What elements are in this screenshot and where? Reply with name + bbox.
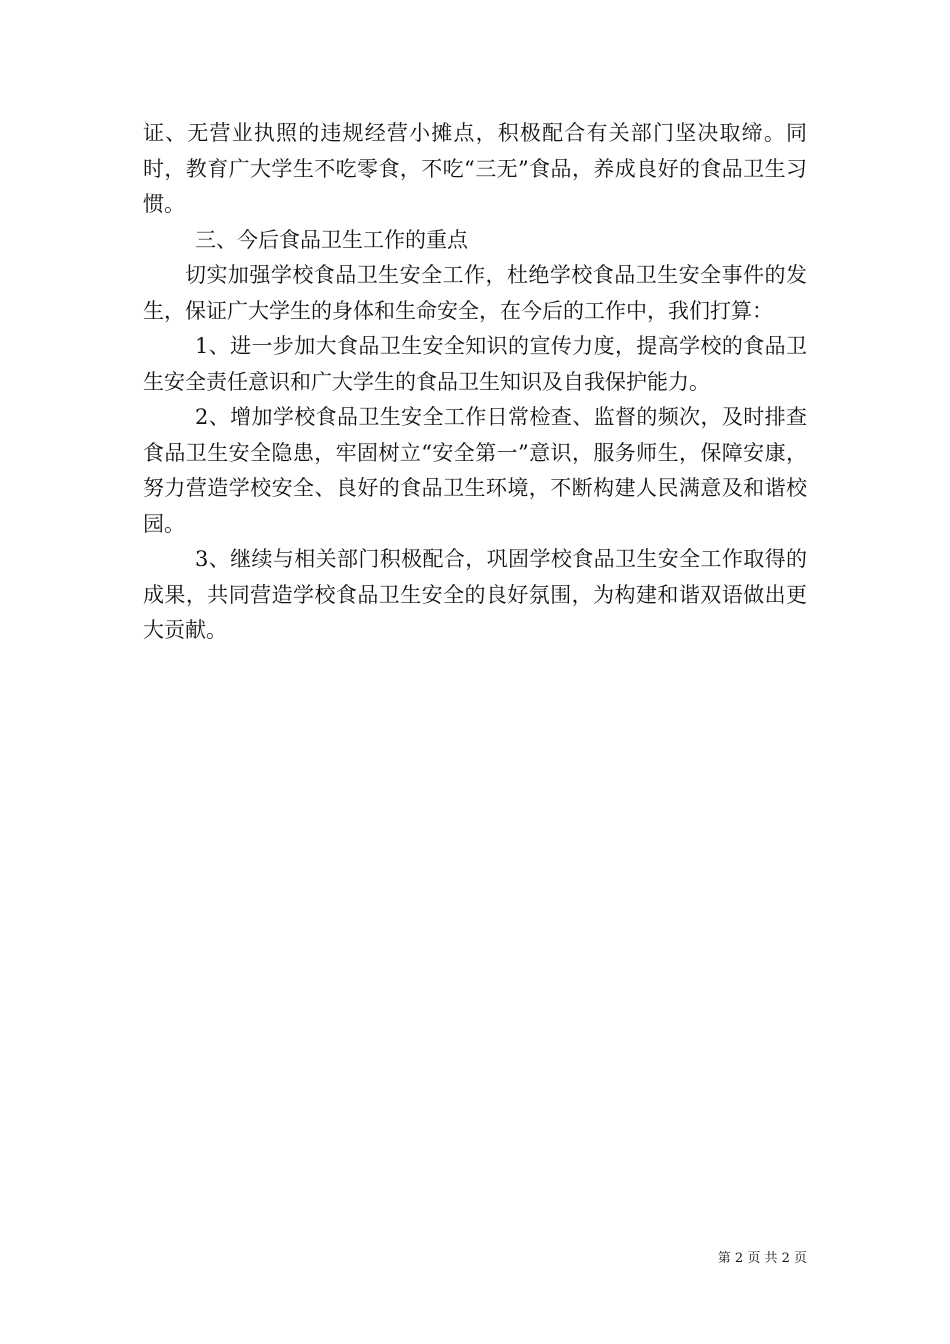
paragraph-intro: 切实加强学校食品卫生安全工作，杜绝学校食品卫生安全事件的发生，保证广大学生的身体和生命安全，在今后的工作中，我们打算： [143,263,807,323]
paragraph-continued: 证、无营业执照的违规经营小摊点，积极配合有关部门坚决取缔。同时，教育广大学生不吃零食，不吃“三无”食品，养成良好的食品卫生习惯。 [143,121,807,216]
page-number: 第 2 页 共 2 页 [717,1251,807,1266]
list-item-3: 3、继续与相关部门积极配合，巩固学校食品卫生安全工作取得的成果，共同营造学校食品卫生安全的良好氛围，为构建和谐双语做出更大贡献。 [143,547,807,642]
list-item-2: 2、增加学校食品卫生安全工作日常检查、监督的频次，及时排查食品卫生安全隐患，牢固树立“安全第一”意识，服务师生，保障安康，努力营造学校安全、良好的食品卫生环境，不断构建人民满意及和谐校园。 [143,405,807,536]
section-heading: 三、今后食品卫生工作的重点 [195,227,468,252]
document-body [143,116,807,649]
list-item-1: 1、进一步加大食品卫生安全知识的宣传力度，提高学校的食品卫生安全责任意识和广大学生的食品卫生知识及自我保护能力。 [143,334,807,394]
